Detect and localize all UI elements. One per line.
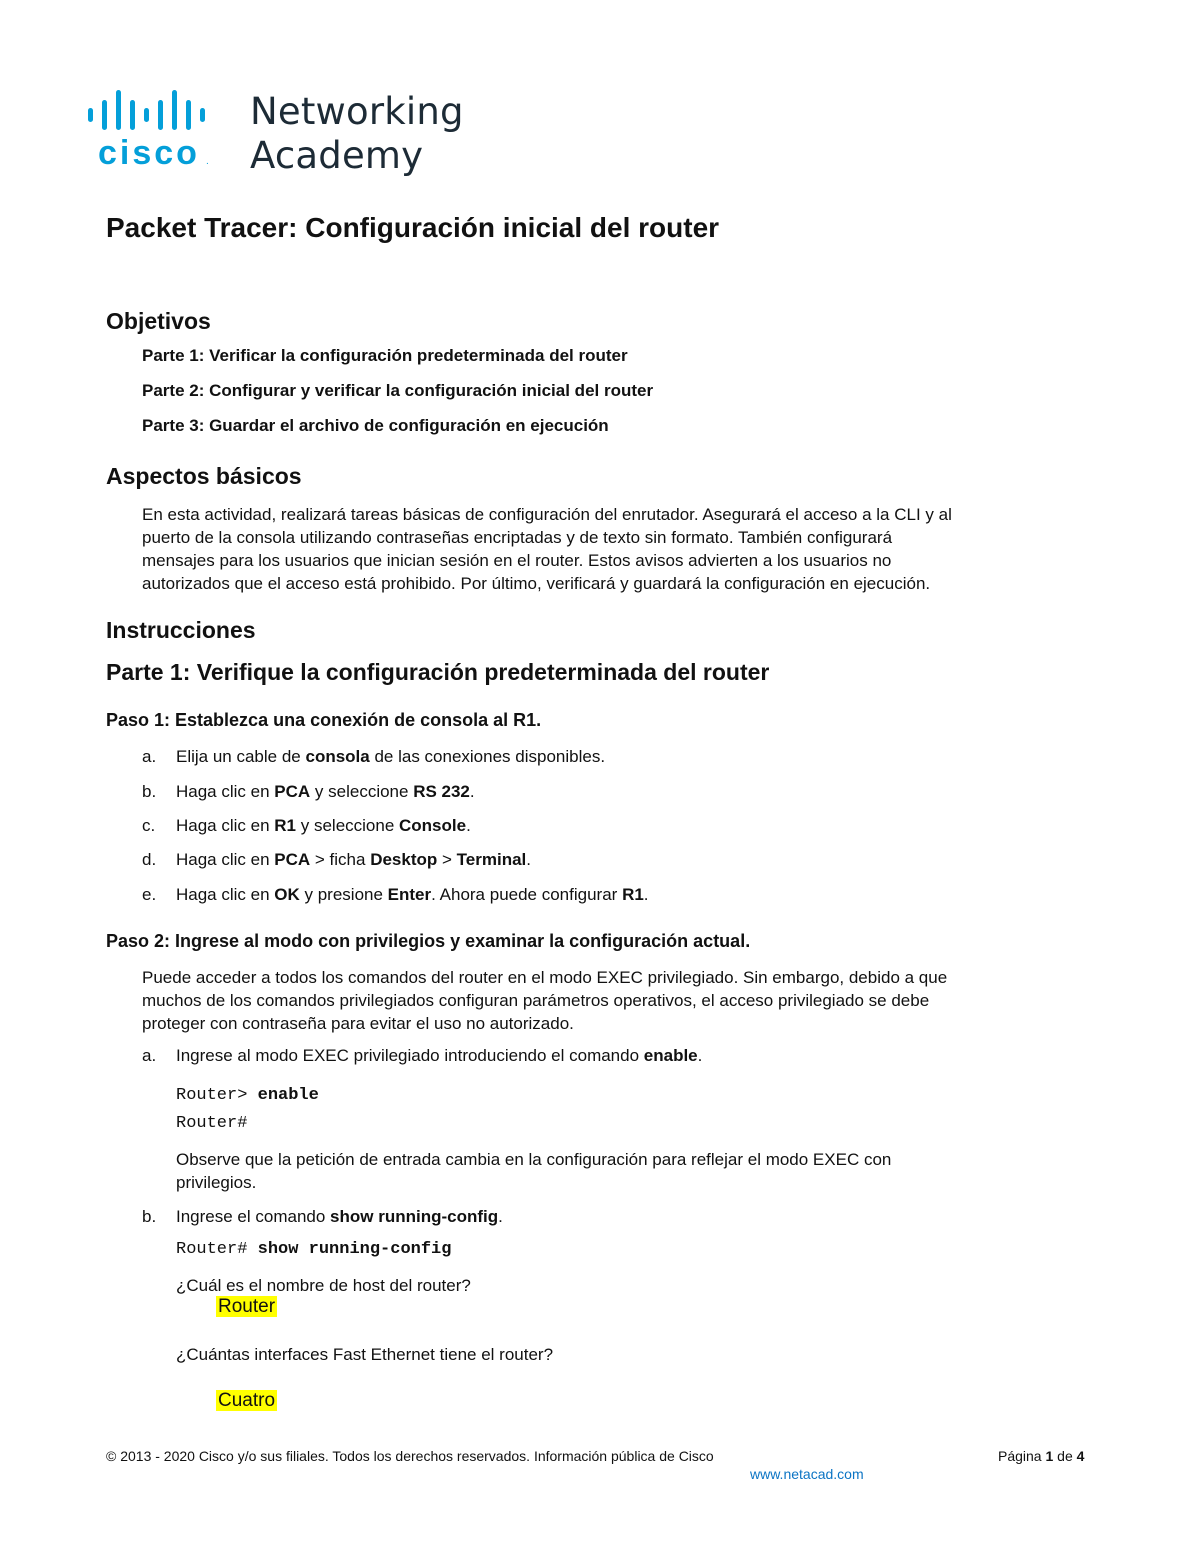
code-line: Router# <box>176 1114 248 1133</box>
list-item: Elija un cable de consola de las conexiones disponibles. <box>176 747 606 766</box>
step1-heading: Paso 1: Establezca una conexión de consola al R1. <box>106 710 542 730</box>
note-line: Observe que la petición de entrada cambia en la configuración para reflejar el modo EXEC con <box>176 1150 892 1169</box>
list-letter: b. <box>142 1207 157 1226</box>
logo-academy-text: Academy <box>250 134 424 177</box>
list-letter: c. <box>142 816 156 835</box>
answer-highlight: Router <box>218 1296 276 1317</box>
list-item: Ingrese el comando show running-config. <box>176 1207 503 1226</box>
list-item: Haga clic en PCA > ficha Desktop > Terminal. <box>176 850 531 869</box>
question: ¿Cuál es el nombre de host del router? <box>176 1276 471 1295</box>
objective-item: Parte 2: Configurar y verificar la configuración inicial del router <box>142 381 654 400</box>
list-letter: e. <box>142 885 157 904</box>
cisco-wordmark: cisco <box>98 134 200 172</box>
list-item: Haga clic en OK y presione Enter. Ahora puede configurar R1. <box>176 885 649 904</box>
logo-networking-text: Networking <box>250 90 464 133</box>
step2-line: Puede acceder a todos los comandos del router en el modo EXEC privilegiado. Sin embargo, debido a que <box>142 968 948 987</box>
instructions-heading: Instrucciones <box>106 617 256 643</box>
background-line: puerto de la consola utilizando contraseñas encriptadas y de texto sin formato. También configurará <box>142 528 893 547</box>
objective-item: Parte 3: Guardar el archivo de configuración en ejecución <box>142 416 609 435</box>
page-title: Packet Tracer: Configuración inicial del router <box>106 212 720 243</box>
footer-url-link[interactable]: www.netacad.com <box>750 1466 864 1482</box>
background-line: mensajes para los usuarios que inician sesión en el router. Estos avisos advierten a los usuarios no <box>142 551 892 570</box>
footer-page-number: Página 1 de 4 <box>998 1448 1085 1464</box>
objectives-heading: Objetivos <box>106 308 211 334</box>
background-heading: Aspectos básicos <box>106 463 302 489</box>
note-line: privilegios. <box>176 1173 257 1192</box>
svg-text:.: . <box>206 156 209 167</box>
part1-heading: Parte 1: Verifique la configuración predeterminada del router <box>106 659 770 685</box>
list-letter: d. <box>142 850 157 869</box>
list-item: Haga clic en PCA y seleccione RS 232. <box>176 782 475 801</box>
list-letter: b. <box>142 782 157 801</box>
background-line: En esta actividad, realizará tareas básicas de configuración del enrutador. Asegurará el acceso a la CLI y al <box>142 505 952 524</box>
question: ¿Cuántas interfaces Fast Ethernet tiene el router? <box>176 1345 554 1364</box>
code-line: Router> enable <box>176 1086 319 1105</box>
code-line: Router# show running-config <box>176 1240 452 1259</box>
list-item: Ingrese al modo EXEC privilegiado introduciendo el comando enable. <box>176 1046 703 1065</box>
step2-heading: Paso 2: Ingrese al modo con privilegios y examinar la configuración actual. <box>106 931 751 951</box>
list-letter: a. <box>142 747 157 766</box>
footer-copyright: © 2013 - 2020 Cisco y/o sus filiales. Todos los derechos reservados. Información pública de Cisco <box>106 1448 714 1464</box>
objective-item: Parte 1: Verificar la configuración predeterminada del router <box>142 346 628 365</box>
background-line: autorizados que el acceso está prohibido. Por último, verificará y guardará la configuración en ejecución. <box>142 574 931 593</box>
step2-line: muchos de los comandos privilegiados configuran parámetros operativos, el acceso privilegiado se debe <box>142 991 930 1010</box>
answer-highlight: Cuatro <box>218 1390 276 1411</box>
cisco-bridge-icon <box>88 90 205 130</box>
list-letter: a. <box>142 1046 157 1065</box>
step2-line: proteger con contraseña para evitar el uso no autorizado. <box>142 1014 574 1033</box>
list-item: Haga clic en R1 y seleccione Console. <box>176 816 471 835</box>
cisco-logo <box>88 88 248 180</box>
